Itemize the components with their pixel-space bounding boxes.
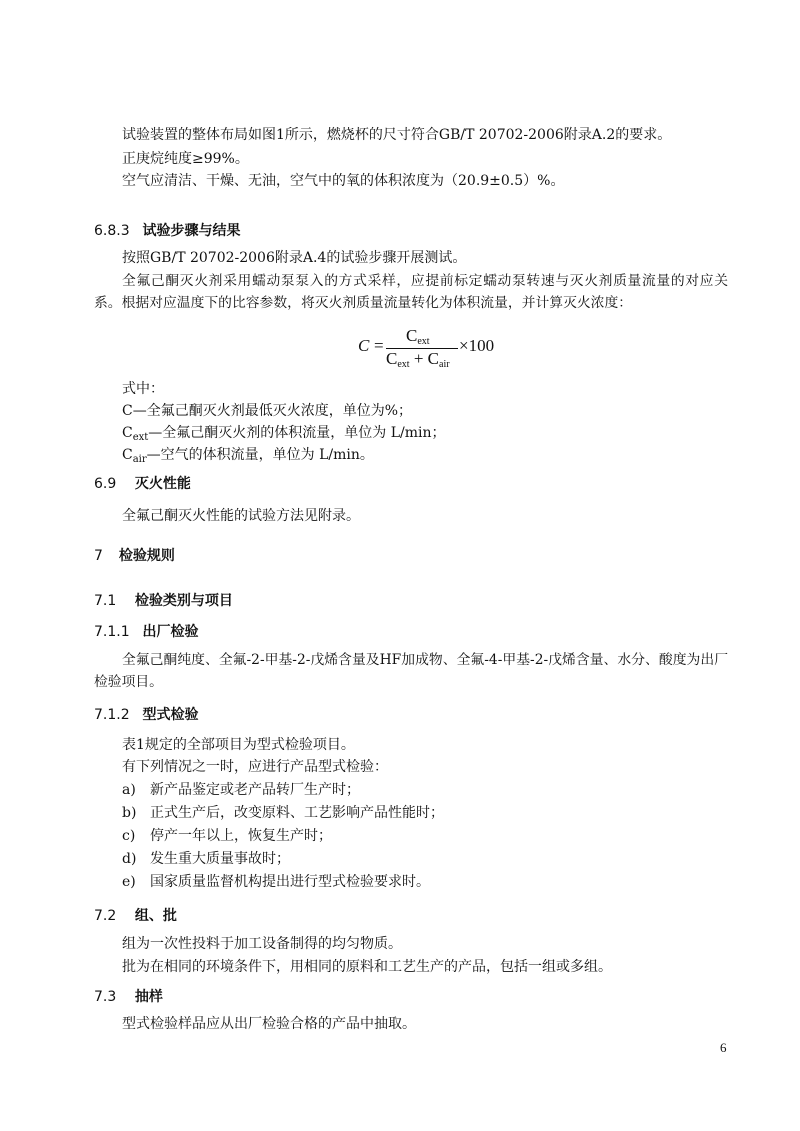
section-title: 检验规则 bbox=[118, 548, 175, 564]
section-number: 7.1.2 bbox=[94, 707, 130, 723]
section-number: 6.8.3 bbox=[94, 223, 130, 239]
list-item: b) 正式生产后，改变原料、工艺影响产品性能时； bbox=[122, 805, 444, 821]
body-text: 式中： bbox=[122, 381, 164, 397]
list-item: e) 国家质量监督机构提出进行型式检验要求时。 bbox=[122, 874, 430, 890]
body-text: 批为在相同的环境条件下，用相同的原料和工艺生产的产品，包括一组或多组。 bbox=[122, 959, 612, 975]
body-text: 全氟己酮灭火性能的试验方法见附录。 bbox=[122, 508, 360, 524]
definition-cair: $C_{air}—$空气的体积流量，单位为 L/min。 bbox=[122, 447, 374, 465]
body-text: 正庚烷纯度≥99%。 bbox=[122, 151, 249, 167]
section-heading-7-3 bbox=[94, 986, 163, 1008]
formula-lhs: C bbox=[358, 336, 370, 355]
body-text: 组为一次性投料于加工设备制得的均匀物质。 bbox=[122, 936, 402, 952]
section-heading-7-1 bbox=[94, 590, 233, 612]
section-heading-6-9 bbox=[94, 473, 191, 495]
section-number: 7.2 bbox=[94, 908, 117, 924]
page-number: 6 bbox=[720, 1040, 727, 1055]
section-title: 试验步骤与结果 bbox=[142, 223, 241, 239]
body-text: 有下列情况之一时，应进行产品型式检验： bbox=[122, 759, 388, 775]
body-text: 表1规定的全部项目为型式检验项目。 bbox=[122, 737, 355, 753]
body-text: 型式检验样品应从出厂检验合格的产品中抽取。 bbox=[122, 1016, 416, 1032]
formula-equals: = bbox=[374, 336, 384, 355]
list-item: d) 发生重大质量事故时； bbox=[122, 851, 290, 867]
section-title: 出厂检验 bbox=[142, 624, 199, 640]
body-text: 空气应清洁、干燥、无油，空气中的氧的体积浓度为（20.9±0.5）%。 bbox=[122, 173, 565, 189]
concentration-formula bbox=[358, 326, 498, 376]
body-text: 按照GB/T 20702-2006附录A.4的试验步骤开展测试。 bbox=[122, 250, 467, 266]
formula-multiplier: ×100 bbox=[459, 336, 495, 355]
list-item: c) 停产一年以上，恢复生产时； bbox=[122, 828, 332, 844]
body-text: 试验装置的整体布局如图1所示，燃烧杯的尺寸符合GB/T 20702-2006附录A.2的要求。 bbox=[122, 127, 672, 143]
section-heading-7-1-1 bbox=[94, 621, 199, 643]
section-number: 7.1 bbox=[94, 593, 117, 609]
section-heading-7 bbox=[94, 545, 175, 567]
formula-denominator: $C_{ext} + C_{air}$ bbox=[386, 349, 450, 370]
section-title: 检验类别与项目 bbox=[134, 593, 233, 609]
section-title: 灭火性能 bbox=[134, 476, 191, 492]
list-item: a) 新产品鉴定或老产品转厂生产时； bbox=[122, 782, 360, 798]
section-title: 组、批 bbox=[134, 908, 177, 924]
section-heading-7-1-2 bbox=[94, 704, 199, 726]
section-title: 抽样 bbox=[134, 989, 163, 1005]
section-number: 7 bbox=[94, 548, 103, 564]
section-number: 7.1.1 bbox=[94, 624, 130, 640]
formula-numerator: $C_{ext}$ bbox=[406, 326, 430, 347]
section-title: 型式检验 bbox=[142, 707, 199, 723]
section-number: 6.9 bbox=[94, 476, 117, 492]
definition-cext: $C_{ext}—$全氟己酮灭火剂的体积流量，单位为 L/min； bbox=[122, 425, 446, 443]
section-number: 7.3 bbox=[94, 989, 117, 1005]
section-heading-6-8-3 bbox=[94, 220, 241, 242]
section-heading-7-2 bbox=[94, 905, 177, 927]
definition-c: C—全氟己酮灭火剂最低灭火浓度，单位为%； bbox=[122, 403, 413, 419]
body-paragraph: 全氟己酮灭火剂采用蠕动泵泵入的方式采样，应提前标定蠕动泵转速与灭火剂质量流量的对应关系。根据对应温度下的比容参数，将灭火剂质量流量转化为体积流量，并计算灭火浓度： bbox=[94, 273, 728, 311]
body-paragraph: 全氟己酮纯度、全氟-2-甲基-2-戊烯含量及HF加成物、全氟-4-甲基-2-戊烯含量、水分、酸度为出厂检验项目。 bbox=[94, 652, 728, 690]
